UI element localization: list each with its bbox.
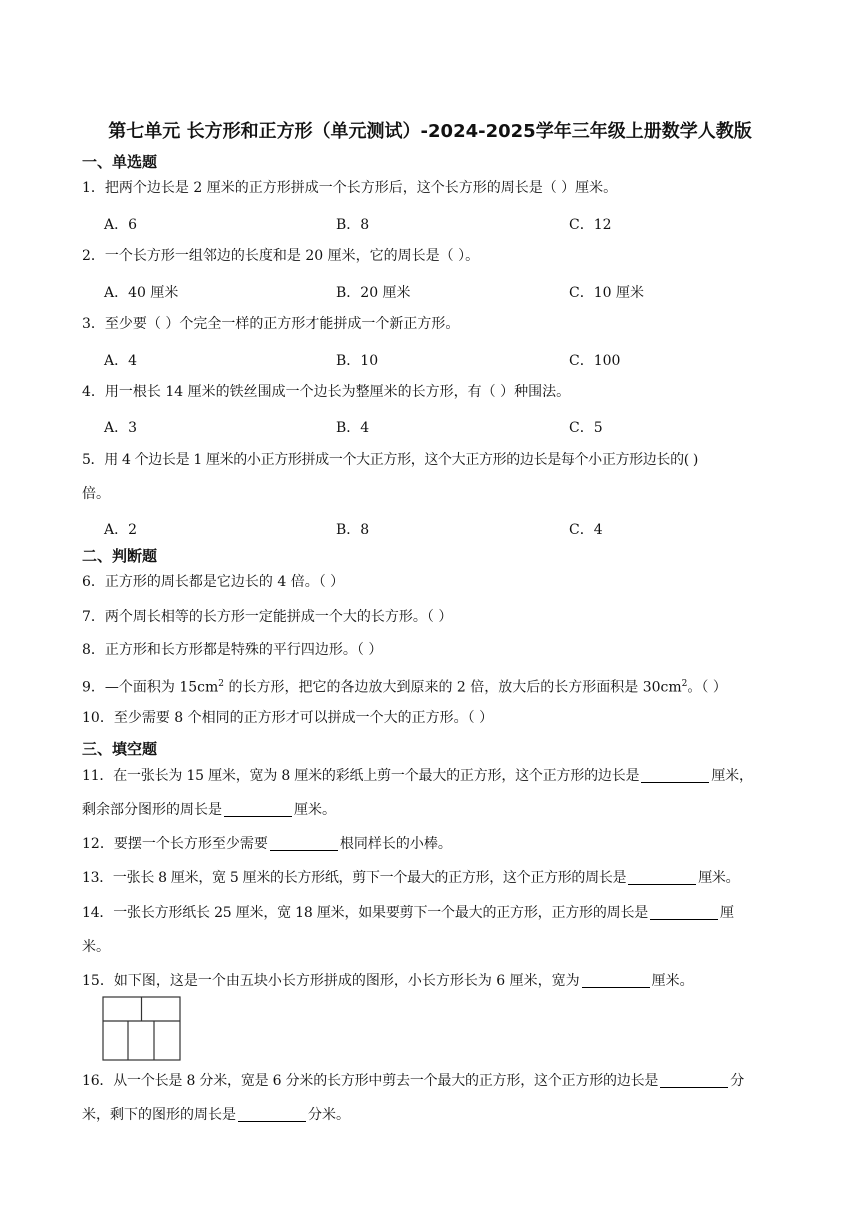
q9-superscript-1: 2	[218, 679, 225, 689]
question-12	[82, 827, 782, 861]
q3-option-b[interactable]: B．10	[336, 353, 379, 369]
q16-text-c: 米，剩下的图形的周长是	[82, 1107, 236, 1123]
q15-text-b: 厘米。	[651, 973, 694, 989]
q4-option-a[interactable]: A．3	[104, 420, 138, 436]
question-14-line-2: 米。	[82, 939, 110, 955]
answer-blank[interactable]	[650, 903, 718, 920]
q12-text-a: 12．要摆一个长方形至少需要	[82, 836, 268, 852]
q2-option-b[interactable]: B．20 厘米	[336, 285, 411, 301]
section-heading-true-false: 二、判断题	[82, 547, 158, 565]
question-11-line-2	[82, 793, 782, 827]
q1-option-c[interactable]: C．12	[569, 217, 612, 233]
q4-option-c[interactable]: C．5	[569, 420, 603, 436]
question-8: 8．正方形和长方形都是特殊的平行四边形。（ ）	[82, 642, 383, 658]
q16-text-b: 分	[730, 1073, 745, 1089]
q16-text-d: 分米。	[308, 1107, 350, 1123]
q1-option-b[interactable]: B．8	[336, 217, 370, 233]
q5-option-c[interactable]: C．4	[569, 522, 603, 538]
q9-text-b: 的长方形，把它的各边放大到原来的 2 倍，放大后的长方形面积是 30cm	[224, 679, 682, 696]
section-heading-fill-blank: 三、填空题	[82, 740, 158, 758]
question-16-line-1	[82, 1064, 782, 1098]
q4-option-b[interactable]: B．4	[336, 420, 370, 436]
q3-option-a[interactable]: A．4	[104, 353, 138, 369]
question-14-line-1	[82, 896, 782, 930]
q5-option-b[interactable]: B．8	[336, 522, 370, 538]
answer-blank[interactable]	[238, 1105, 306, 1122]
question-9	[82, 667, 782, 705]
section-heading-single-choice: 一、单选题	[82, 153, 158, 171]
answer-blank[interactable]	[270, 834, 338, 851]
q5-option-a[interactable]: A．2	[104, 522, 138, 538]
answer-blank[interactable]	[628, 868, 696, 885]
question-3: 3．至少要（ ）个完全一样的正方形才能拼成一个新正方形。	[82, 316, 460, 332]
question-13	[82, 861, 782, 895]
answer-blank[interactable]	[224, 800, 292, 817]
q9-superscript-2: 2	[681, 679, 688, 689]
question-10: 10．至少需要 8 个相同的正方形才可以拼成一个大的正方形。（ ）	[82, 710, 494, 726]
q3-option-c[interactable]: C．100	[569, 353, 621, 369]
q15-text-a: 15．如下图，这是一个由五块小长方形拼成的图形，小长方形长为 6 厘米，宽为	[82, 973, 580, 989]
five-rectangles-figure	[102, 996, 182, 1062]
q16-text-a: 16．从一个长是 8 分米，宽是 6 分米的长方形中剪去一个最大的正方形，这个正方形的边长是	[82, 1073, 659, 1089]
question-11-line-1	[82, 759, 782, 793]
question-4: 4．用一根长 14 厘米的铁丝围成一个边长为整厘米的长方形，有（ ）种围法。	[82, 384, 571, 400]
page-title: 第七单元 长方形和正方形（单元测试）-2024-2025学年三年级上册数学人教版	[108, 121, 752, 142]
q13-text-b: 厘米。	[698, 870, 740, 886]
question-5-line-2: 倍。	[82, 486, 110, 502]
q9-text-c: 。（ ）	[687, 679, 727, 696]
q14-text-a: 14．一张长方形纸长 25 厘米，宽 18 厘米，如果要剪下一个最大的正方形，正方形的周长是	[82, 905, 649, 921]
q2-option-c[interactable]: C．10 厘米	[569, 285, 644, 301]
answer-blank[interactable]	[660, 1071, 728, 1088]
q11-text-d: 厘米。	[294, 802, 336, 818]
q11-text-b: 厘米，	[711, 768, 753, 784]
answer-blank[interactable]	[582, 971, 650, 988]
answer-blank[interactable]	[641, 766, 709, 783]
q2-option-a[interactable]: A．40 厘米	[104, 285, 179, 301]
question-1: 1．把两个边长是 2 厘米的正方形拼成一个长方形后，这个长方形的周长是（ ）厘米。	[82, 180, 618, 196]
q11-text-a: 11．在一张长为 15 厘米，宽为 8 厘米的彩纸上剪一个最大的正方形，这个正方形的边长是	[82, 768, 640, 784]
q11-text-c: 剩余部分图形的周长是	[82, 802, 222, 818]
q12-text-b: 根同样长的小棒。	[339, 836, 452, 852]
question-15	[82, 964, 782, 998]
q1-option-a[interactable]: A．6	[104, 217, 138, 233]
q14-text-b: 厘	[720, 905, 734, 921]
question-2: 2．一个长方形一组邻边的长度和是 20 厘米，它的周长是（ ）。	[82, 248, 480, 264]
q9-text-a: 9．—个面积为 15cm	[82, 679, 219, 696]
question-6: 6．正方形的周长都是它边长的 4 倍。（ ）	[82, 574, 345, 590]
q13-text-a: 13．一张长 8 厘米，宽 5 厘米的长方形纸，剪下一个最大的正方形，这个正方形的周长是	[82, 870, 627, 886]
question-7: 7．两个周长相等的长方形一定能拼成一个大的长方形。（ ）	[82, 609, 453, 625]
question-16-line-2	[82, 1098, 782, 1132]
question-5-line-1: 5．用 4 个边长是 1 厘米的小正方形拼成一个大正方形，这个大正方形的边长是每个小正方形边长的( )	[82, 452, 699, 468]
